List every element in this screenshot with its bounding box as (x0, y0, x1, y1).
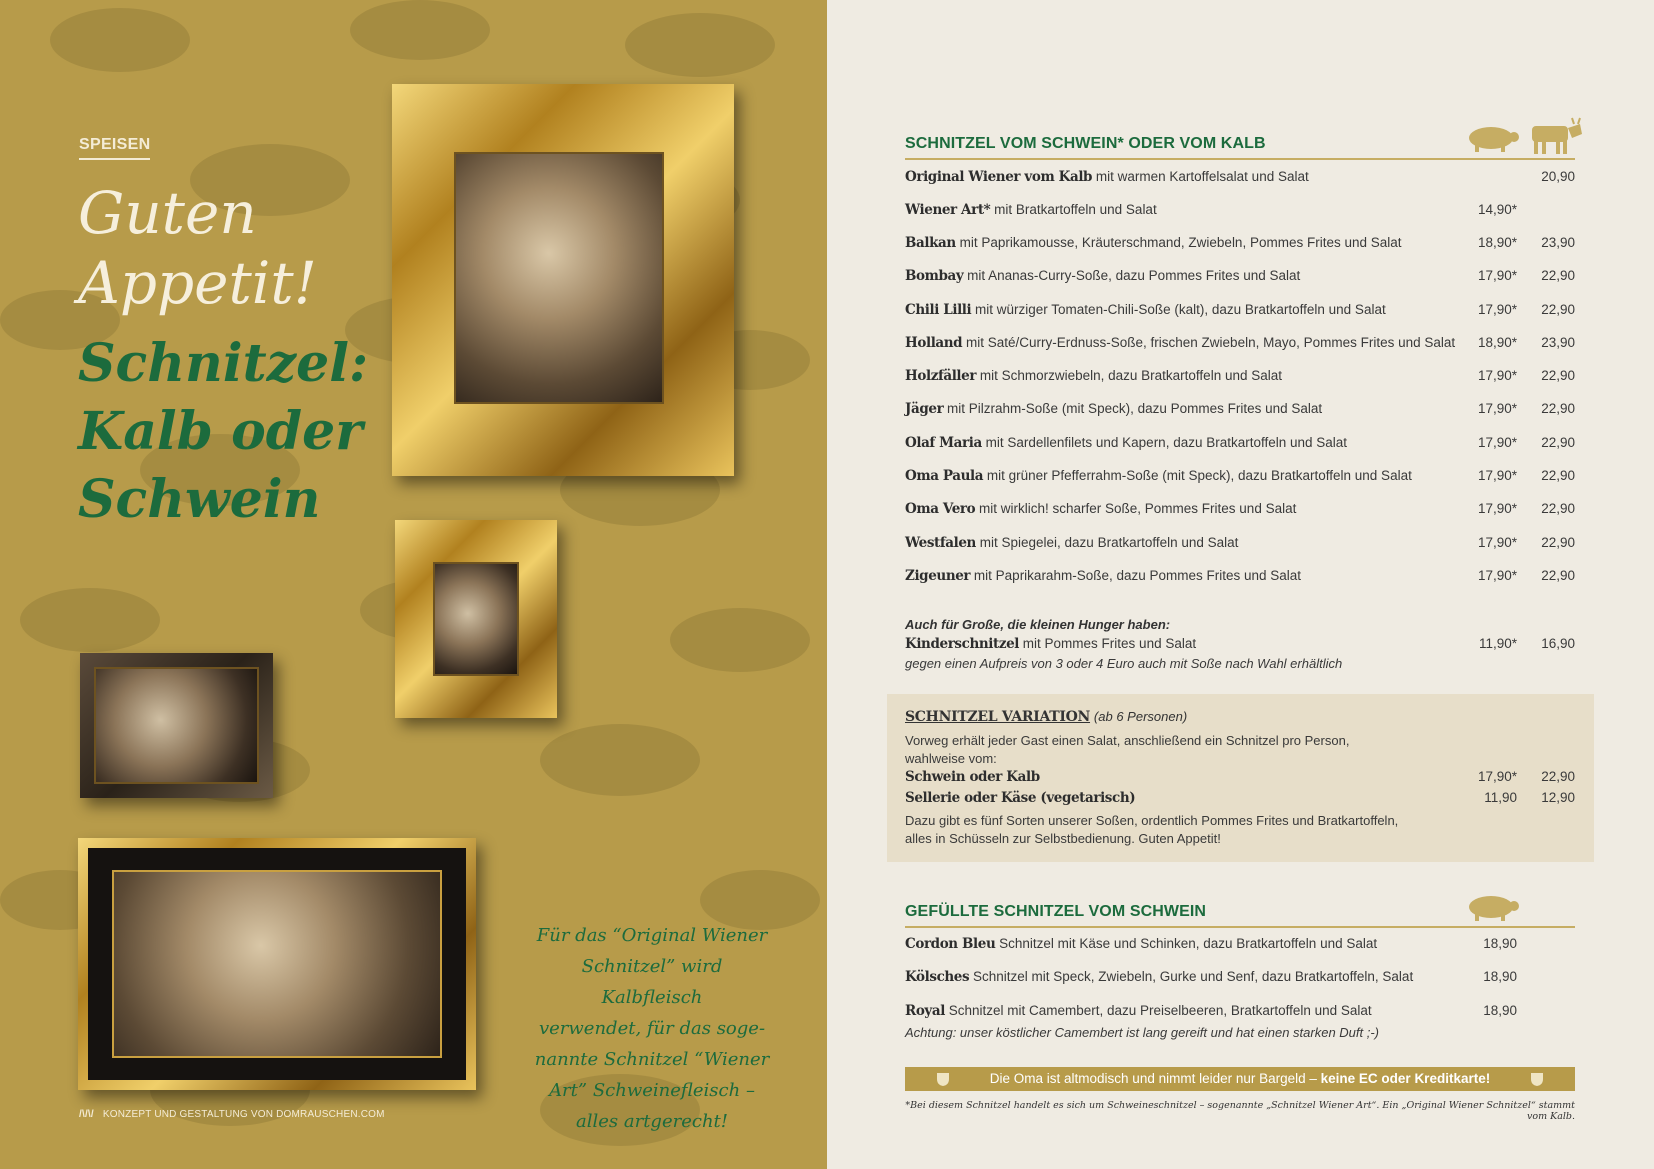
quote-line: Für das “Original Wiener (536, 925, 768, 946)
section-divider (905, 926, 1575, 928)
price-veal: 23,90 (1541, 235, 1575, 250)
menu-item (905, 969, 1575, 991)
item-name: Bombay (905, 268, 964, 284)
domrauschen-logo: /\/\/ (79, 1109, 94, 1120)
item-desc: mit grüner Pfefferrahm-Soße (mit Speck), dazu Bratkartoffeln und Salat (986, 468, 1412, 483)
item-desc: mit Pommes Frites und Salat (1022, 636, 1197, 651)
item-name: Original Wiener vom Kalb (905, 169, 1093, 185)
price-veal: 22,90 (1541, 501, 1575, 516)
variation-outro-line: alles in Schüsseln zur Selbstbedienung. Guten Appetit! (905, 831, 1221, 846)
price-pork: 18,90 (1483, 936, 1517, 951)
price-pork: 17,90* (1477, 769, 1517, 784)
headline-line: Appetit! (78, 249, 317, 317)
variation-intro-line: wahlweise vom: (905, 751, 997, 766)
price-pork: 17,90* (1477, 302, 1517, 317)
price-pork: 17,90* (1477, 401, 1517, 416)
credit-text: KONZEPT UND GESTALTUNG VON DOMRAUSCHEN.COM (102, 1109, 385, 1120)
item-name: Sellerie oder Käse (vegetarisch) (905, 790, 1136, 806)
variation-subtitle: (ab 6 Personen) (1093, 709, 1188, 724)
item-name: Oma Paula (905, 468, 984, 484)
menu-item (905, 468, 1575, 490)
item-name: Jäger (905, 401, 944, 417)
price-pork: 18,90* (1477, 335, 1517, 350)
banner-strong: keine EC oder Kreditkarte! (1320, 1071, 1491, 1086)
item-desc: Schnitzel mit Camembert, dazu Preiselbeeren, Bratkartoffeln und Salat (948, 1003, 1372, 1018)
variation-item (905, 790, 1575, 812)
item-name: Balkan (905, 235, 956, 251)
price-veal: 23,90 (1541, 335, 1575, 350)
headline-line: Guten (78, 179, 257, 247)
price-veal: 22,90 (1541, 535, 1575, 550)
price-pork: 17,90* (1477, 468, 1517, 483)
item-name: Cordon Bleu (905, 936, 996, 952)
menu-item (905, 368, 1575, 390)
quote-text (534, 920, 770, 1137)
price-veal: 20,90 (1541, 169, 1575, 184)
variation-outro (905, 812, 1465, 848)
item-desc: mit Paprikarahm-Soße, dazu Pommes Frites und Salat (973, 568, 1302, 583)
price-veal: 22,90 (1541, 302, 1575, 317)
menu-item (905, 335, 1575, 357)
section-divider (905, 158, 1575, 160)
menu-item (905, 401, 1575, 423)
menu-item (905, 202, 1575, 224)
price-pork: 17,90* (1477, 435, 1517, 450)
design-credit (79, 1109, 385, 1120)
item-desc: mit Bratkartoffeln und Salat (994, 202, 1157, 217)
price-veal: 16,90 (1541, 636, 1575, 651)
headline-line: Schnitzel: (78, 333, 369, 394)
item-name: Schwein oder Kalb (905, 769, 1040, 785)
item-desc: mit Saté/Curry-Erdnuss-Soße, frischen Zwiebeln, Mayo, Pommes Frites und Salat (965, 335, 1456, 350)
camembert-note: Achtung: unser köstlicher Camembert ist lang gereift und hat einen starken Duft ;-) (905, 1025, 1380, 1040)
quote-line: nannte Schnitzel “Wiener (534, 1049, 770, 1070)
item-name: Holzfäller (905, 368, 977, 384)
item-desc: mit Schmorzwiebeln, dazu Bratkartoffeln und Salat (979, 368, 1282, 383)
menu-item (905, 302, 1575, 324)
price-pork: 14,90* (1477, 202, 1517, 217)
variation-title-text: SCHNITZEL VARIATION (905, 709, 1091, 725)
photo-frame-dark (80, 653, 273, 798)
headline-schnitzel (78, 330, 368, 534)
right-page (827, 0, 1654, 1169)
photo-frame-small (395, 520, 557, 718)
quote-line: alles artgerecht! (576, 1111, 728, 1132)
item-desc: mit Spiegelei, dazu Bratkartoffeln und Salat (979, 535, 1239, 550)
photo-oma-schnitzel (112, 870, 442, 1058)
item-name: Wiener Art* (905, 202, 991, 218)
item-desc: Schnitzel mit Speck, Zwiebeln, Gurke und Senf, dazu Bratkartoffeln, Salat (972, 969, 1414, 984)
photo-frame-large (392, 84, 734, 476)
menu-item (905, 936, 1575, 958)
menu-item (905, 568, 1575, 590)
menu-item (905, 535, 1575, 557)
headline-guten-appetit (78, 178, 317, 318)
item-desc: mit wirklich! scharfer Soße, Pommes Frites und Salat (979, 501, 1297, 516)
price-veal: 22,90 (1541, 435, 1575, 450)
price-veal: 22,90 (1541, 268, 1575, 283)
menu-item (905, 268, 1575, 290)
cow-icon (1528, 116, 1584, 156)
price-veal: 22,90 (1541, 368, 1575, 383)
price-veal: 22,90 (1541, 769, 1575, 784)
variation-intro-line: Vorweg erhält jeder Gast einen Salat, anschließend ein Schnitzel pro Person, (905, 733, 1350, 748)
quote-line: Schnitzel” wird Kalbfleisch (581, 956, 723, 1008)
schnitzel-section-title: SCHNITZEL VOM SCHWEIN* ODER VOM KALB (905, 135, 1266, 152)
menu-item (905, 435, 1575, 457)
item-desc: mit Sardellenfilets und Kapern, dazu Bratkartoffeln und Salat (985, 435, 1348, 450)
price-pork: 11,90 (1484, 790, 1517, 805)
menu-item (905, 501, 1575, 523)
kids-intro: Auch für Große, die kleinen Hunger haben: (905, 617, 1171, 632)
cash-only-banner (905, 1067, 1575, 1091)
price-pork: 17,90* (1477, 535, 1517, 550)
item-name: Holland (905, 335, 963, 351)
variation-item (905, 769, 1575, 791)
price-pork: 17,90* (1477, 501, 1517, 516)
price-pork: 18,90 (1483, 1003, 1517, 1018)
price-pork: 17,90* (1477, 368, 1517, 383)
price-pork: 18,90* (1477, 235, 1517, 250)
item-name: Kinderschnitzel (905, 636, 1020, 652)
price-veal: 12,90 (1541, 790, 1575, 805)
pig-icon (1467, 124, 1519, 154)
footnote: *Bei diesem Schnitzel handelt es sich um Schweineschnitzel – sogenannte „Schnitzel Wiener Art“. Ein „Original Wiener Schnitzel“ stammt vom Kalb. (905, 1100, 1575, 1122)
banner-text: Die Oma ist altmodisch und nimmt leider nur Bargeld – (989, 1071, 1321, 1086)
menu-item (905, 169, 1575, 191)
kids-note: gegen einen Aufpreis von 3 oder 4 Euro auch mit Soße nach Wahl erhältlich (905, 656, 1343, 671)
variation-title (905, 708, 1187, 725)
variation-outro-line: Dazu gibt es fünf Sorten unserer Soßen, ordentlich Pommes Frites und Bratkartoffeln, (905, 813, 1399, 828)
item-desc: mit Pilzrahm-Soße (mit Speck), dazu Pommes Frites und Salat (947, 401, 1323, 416)
item-desc: Schnitzel mit Käse und Schinken, dazu Bratkartoffeln und Salat (999, 936, 1378, 951)
price-pork: 11,90* (1478, 636, 1517, 651)
quote-line: verwendet, für das soge- (538, 1018, 766, 1039)
item-desc: mit Paprikamousse, Kräuterschmand, Zwiebeln, Pommes Frites und Salat (959, 235, 1402, 250)
pig-icon (1467, 893, 1519, 923)
shield-icon (935, 1071, 951, 1087)
section-label: SPEISEN (79, 136, 150, 160)
item-desc: mit würziger Tomaten-Chili-Soße (kalt), dazu Bratkartoffeln und Salat (975, 302, 1386, 317)
price-veal: 22,90 (1541, 568, 1575, 583)
item-name: Kölsches (905, 969, 970, 985)
quote-line: Art” Schweinefleisch – (549, 1080, 755, 1101)
photo-frame-wide (78, 838, 476, 1090)
price-veal: 22,90 (1541, 468, 1575, 483)
menu-item-kinderschnitzel (905, 636, 1575, 658)
menu-item (905, 235, 1575, 257)
item-name: Oma Vero (905, 501, 976, 517)
item-name: Zigeuner (905, 568, 971, 584)
price-veal: 22,90 (1541, 401, 1575, 416)
price-pork: 17,90* (1477, 268, 1517, 283)
photo-man-carving (433, 562, 519, 676)
item-desc: mit warmen Kartoffelsalat und Salat (1095, 169, 1309, 184)
photo-oma-waving (454, 152, 664, 404)
menu-item (905, 1003, 1575, 1025)
gefuellte-section-title: GEFÜLLTE SCHNITZEL VOM SCHWEIN (905, 903, 1207, 920)
price-pork: 18,90 (1483, 969, 1517, 984)
item-name: Royal (905, 1003, 945, 1019)
shield-icon (1529, 1071, 1545, 1087)
headline-line: Kalb oder (78, 401, 363, 462)
item-name: Chili Lilli (905, 302, 972, 318)
price-pork: 17,90* (1477, 568, 1517, 583)
item-desc: mit Ananas-Curry-Soße, dazu Pommes Frites und Salat (967, 268, 1301, 283)
item-name: Westfalen (905, 535, 976, 551)
headline-line: Schwein (78, 469, 321, 530)
photo-oma-cooking (94, 667, 259, 784)
item-name: Olaf Maria (905, 435, 982, 451)
variation-intro (905, 732, 1425, 768)
